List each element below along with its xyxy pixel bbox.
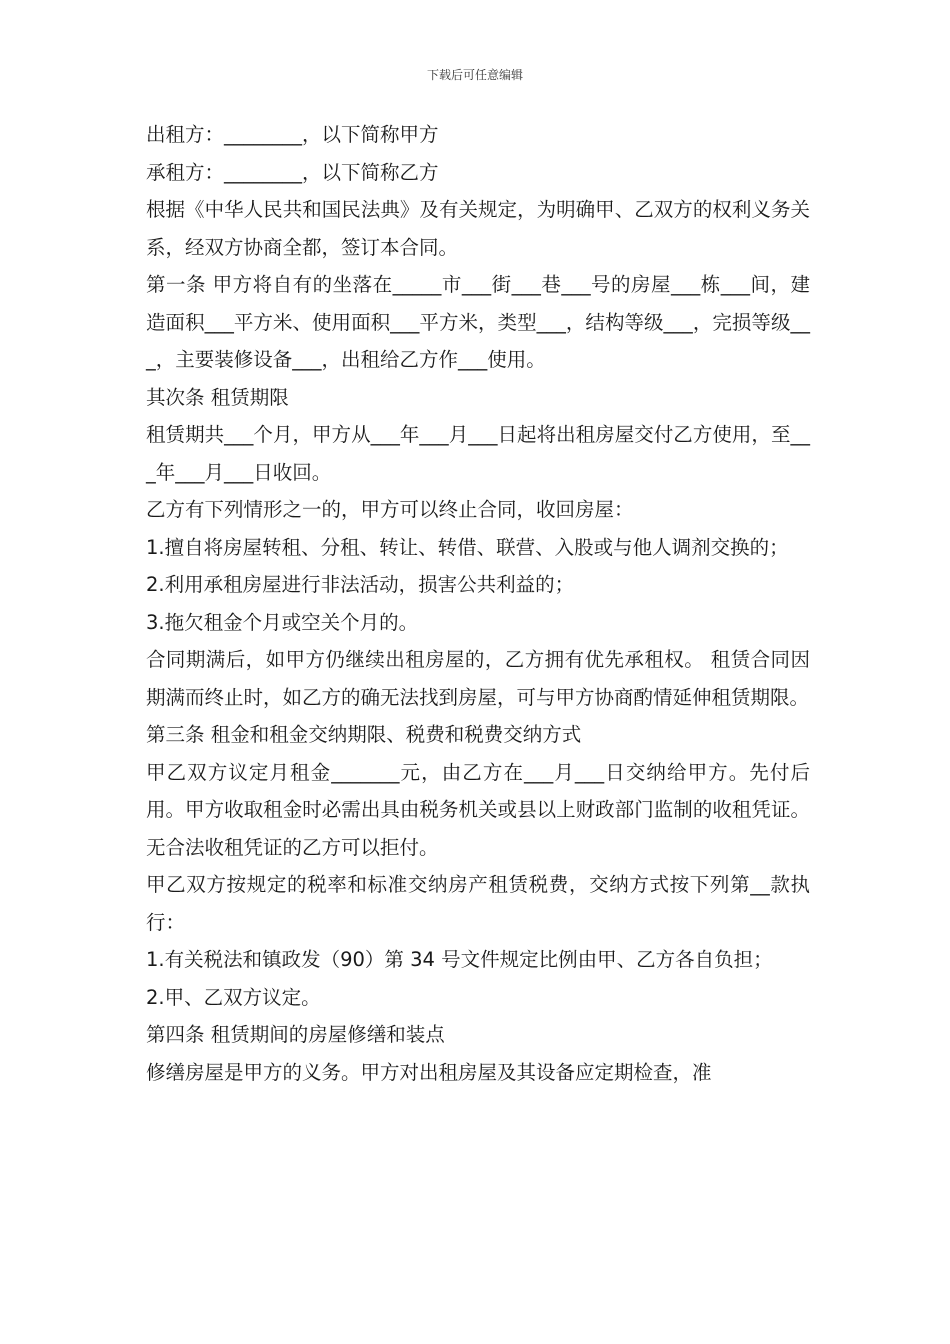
paragraph-tax: 甲乙双方按规定的税率和标准交纳房产租赁税费，交纳方式按下列第__款执行： xyxy=(146,873,810,934)
paragraph-repair: 修缮房屋是甲方的义务。甲方对出租房屋及其设备应定期检查，准 xyxy=(146,1060,712,1084)
paragraph-article-1: 第一条 甲方将自有的坐落在_____市___街___巷___号的房屋___栋___间，建造面积___平方米、使用面积___平方米，类型___，结构等级___，完损等级___，主要装修设备___，出租给乙方作___使用。 xyxy=(146,273,810,371)
list-item-tax-1: 1.有关税法和镇政发（90）第 34 号文件规定比例由甲、乙方各自负担； xyxy=(146,948,773,971)
paragraph-renewal: 合同期满后，如甲方仍继续出租房屋的，乙方拥有优先承租权。 租赁合同因期满而终止时，如乙方的确无法找到房屋，可与甲方协商酌情延伸租赁期限。 xyxy=(146,648,810,709)
list-item-termination-3: 3.拖欠租金个月或空关个月的。 xyxy=(146,610,419,634)
paragraph-termination-intro: 乙方有下列情形之一的，甲方可以终止合同，收回房屋： xyxy=(146,498,634,521)
list-item-termination-2: 2.利用承租房屋进行非法活动，损害公共利益的； xyxy=(146,573,575,596)
heading-article-2: 其次条 租赁期限 xyxy=(146,385,289,409)
list-item-tax-2: 2.甲、乙双方议定。 xyxy=(146,985,321,1009)
paragraph-basis: 根据《中华人民共和国民法典》及有关规定，为明确甲、乙双方的权利义务关系，经双方协商全都，签订本合同。 xyxy=(146,198,810,259)
page-header: 下载后可任意编辑 xyxy=(426,68,523,82)
paragraph-rent: 甲乙双方议定月租金_______元，由乙方在___月___日交纳给甲方。先付后用。甲方收取租金时必需出具由税务机关或县以上财政部门监制的收租凭证。无合法收租凭证的乙方可以拒付。 xyxy=(146,760,810,859)
heading-article-4: 第四条 租赁期间的房屋修缮和装点 xyxy=(146,1023,445,1046)
paragraph-lessee: 承租方：________，以下简称乙方 xyxy=(146,160,439,184)
list-item-termination-1: 1.擅自将房屋转租、分租、转让、转借、联营、入股或与他人调剂交换的； xyxy=(146,535,789,559)
paragraph-lease-term: 租赁期共___个月，甲方从___年___月___日起将出租房屋交付乙方使用，至___年___月___日收回。 xyxy=(146,423,810,484)
paragraph-lessor: 出租方：________，以下简称甲方 xyxy=(146,123,439,146)
document-body xyxy=(146,116,810,1091)
heading-article-3: 第三条 租金和租金交纳期限、税费和税费交纳方式 xyxy=(146,723,582,746)
